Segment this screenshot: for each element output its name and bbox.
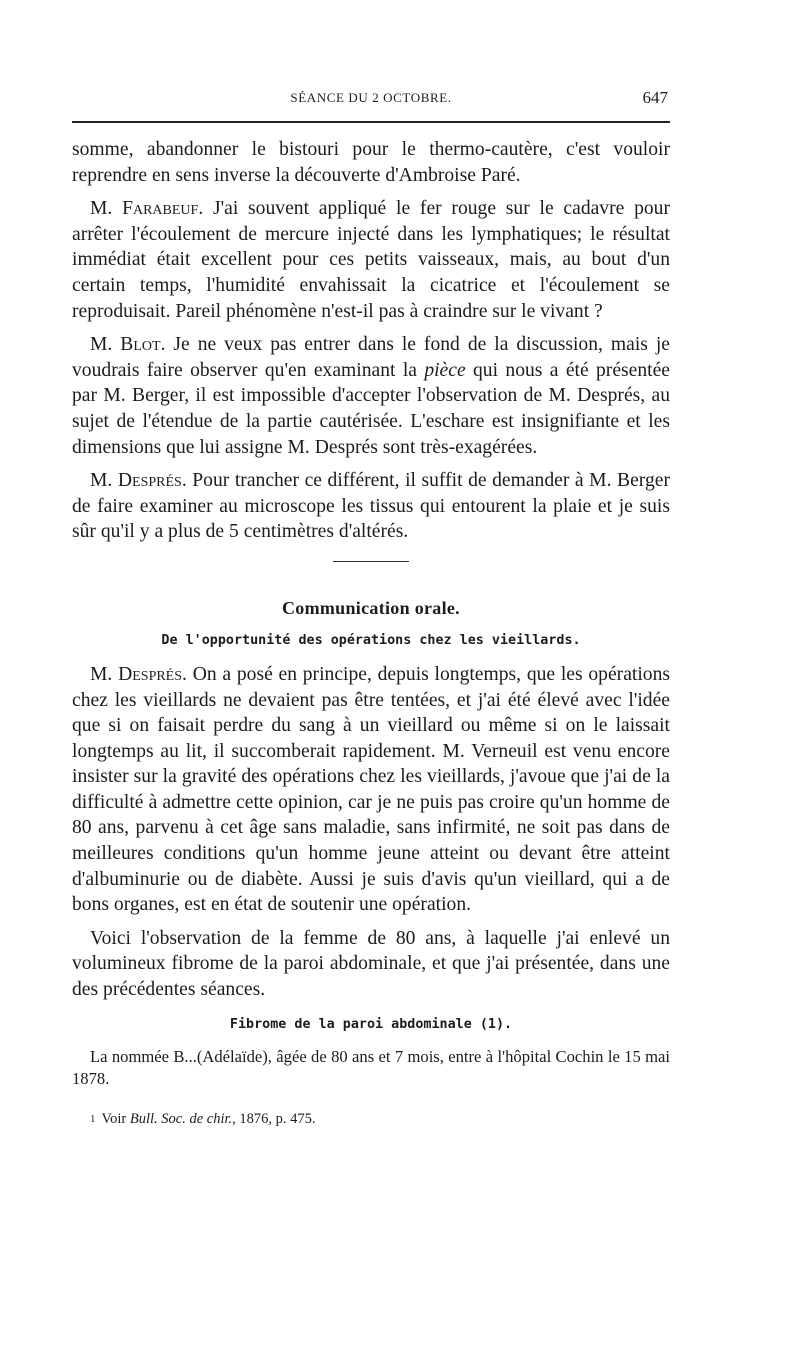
footnote-text: Voir — [101, 1110, 130, 1127]
paragraph-despres-1 — [72, 468, 670, 545]
paragraph-continuation: somme, abandonner le bistouri pour le thermo-cautère, c'est vouloir reprendre en sens inverse la découverte d'Ambroise Paré. — [72, 139, 670, 186]
paragraph-text: Je ne veux pas entrer dans le fond de la discussion, mais je voudrais faire observer qu'en examinant la — [72, 334, 670, 381]
paragraph-text: qui nous a été présentée par M. Berger, il est impossible d'accepter l'observation de M. Després, au sujet de l'étendue de la partie cautérisée. L'eschare est insignifiante et les dimensions que lui assigne M. Després sont très-exagérées. — [72, 359, 670, 458]
observation-heading: Fibrome de la paroi abdominale (1). — [229, 1016, 513, 1032]
paragraph-blot — [72, 332, 670, 460]
page-body — [72, 137, 670, 1130]
section-subheading: De l'opportunité des opérations chez les vieillards. — [161, 632, 581, 648]
footnote-citation: Bull. Soc. de chir. — [129, 1110, 233, 1127]
running-head: SÉANCE DU 2 OCTOBRE. — [290, 90, 452, 105]
paragraph-farabeuf — [72, 196, 670, 324]
paragraph-text: On a posé en principe, depuis longtemps, que les opérations chez les vieillards ne devaient pas être tentées, et j'ai été élevé avec l'idée que si on faisait perdre du sang à un vieillard ou même si on le laissait longtemps au lit, il succomberait rapidement. M. Verneuil est venu encore insister sur la gravité des opérations chez les vieillards, j'avoue que j'ai de la difficulté à admettre cette opinion, car je ne puis pas croire qu'un homme de 80 ans, parvenu à cet âge sans maladie, sans infirmité, ne soit pas dans de meilleures conditions qu'un homme jeune atteint ou devant être atteint d'albuminurie ou de diabète. Aussi je suis d'avis qu'un vieillard, qui a de bons organes, est en état de soutenir une opération. — [72, 663, 671, 916]
page-header — [72, 84, 670, 112]
italic-word: pièce — [424, 359, 466, 381]
speaker-name: M. Farabeuf. — [90, 198, 204, 220]
footnote-text: , 1876, p. 475. — [232, 1110, 316, 1127]
paragraph-despres-2 — [72, 662, 670, 918]
section-heading: Communication orale. — [282, 597, 460, 618]
footnote-number: 1 — [90, 1112, 96, 1125]
observation-text: La nommée B...(Adélaïde), âgée de 80 ans et 7 mois, entre à l'hôpital Cochin le 15 mai 1878. — [72, 1046, 670, 1088]
speaker-name: M. Després. — [90, 663, 187, 685]
paragraph-text: Pour trancher ce différent, il suffit de demander à M. Berger de faire examiner au microscope les tissus qui entourent la plaie et je suis sûr qu'il y a plus de 5 centimètres d'altérés. — [72, 470, 670, 543]
paragraph-observation-intro: Voici l'observation de la femme de 80 ans, à laquelle j'ai enlevé un volumineux fibrome de la paroi abdominale, et que j'ai présentée, dans une des précédentes séances. — [72, 927, 670, 1001]
paragraph-text: J'ai souvent appliqué le fer rouge sur le cadavre pour arrêter l'écoulement de mercure injecté dans les lymphatiques; le résultat immédiat était excellent pour ces petits vaisseaux, mais, au bout d'un certain temps, l'humidité envahissait la cicatrice et l'écoulement se reproduisait. Pareil phénomène n'est-il pas à craindre sur le vivant ? — [72, 198, 671, 322]
header-rule — [72, 121, 670, 123]
speaker-name: M. Blot. — [90, 334, 166, 356]
page-number: 647 — [642, 88, 668, 107]
section-separator — [333, 561, 409, 562]
footnote — [72, 1110, 670, 1130]
speaker-name: M. Després. — [90, 470, 187, 492]
